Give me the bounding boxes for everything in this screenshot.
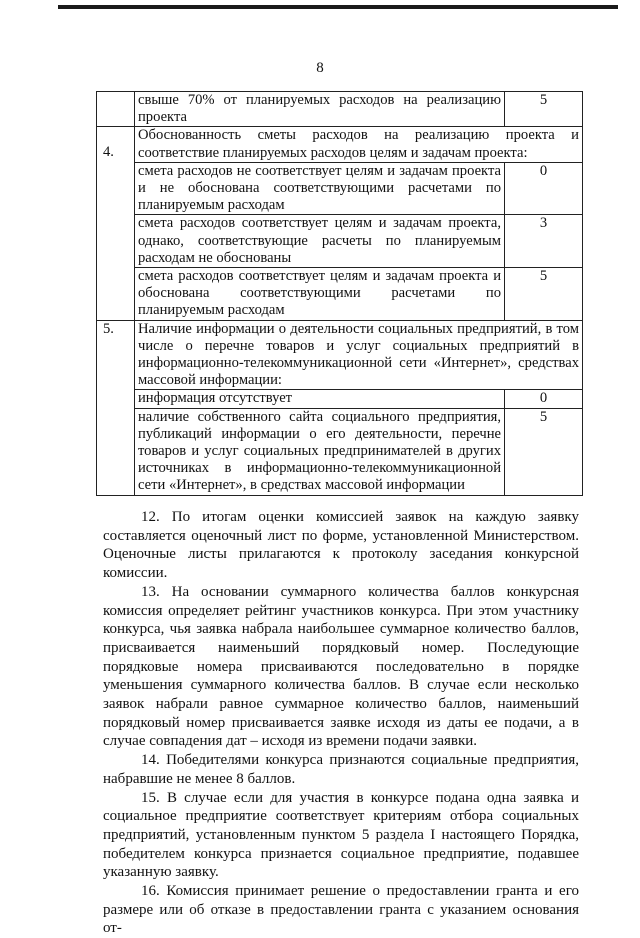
criterion-text: смета расходов соответствует целям и задачам проекта и обоснована соответствующими расчетами по планируемым расходам [135, 268, 505, 321]
section-5-heading: Наличие информации о деятельности социальных предприятий, в том числе о перечне товаров и услуг социальных предприятий в информационно-телекоммуникационной сети «Интернет», средствах массовой информации: [135, 320, 583, 390]
criterion-score: 5 [505, 408, 583, 495]
table-row [97, 268, 583, 321]
criterion-text: смета расходов не соответствует целям и задачам проекта и не обоснована соответствующими расчетами по планируемым расходам [135, 162, 505, 215]
criterion-text: наличие собственного сайта социального предприятия, публикаций информации о его деятельности, перечне товаров и услуг социальных предпринимателей в других источниках в информационно-телекоммуникационной сети «Интернет», в средствах массовой информации [135, 408, 505, 495]
section-number [97, 127, 135, 320]
criteria-table [96, 91, 583, 496]
paragraph-12: 12. По итогам оценки комиссией заявок на каждую заявку составляется оценочный лист по форме, установленной Министерством. Оценочные листы прилагаются к протоколу заседания конкурсной комиссии. [103, 509, 579, 582]
criterion-score: 0 [505, 390, 583, 408]
criterion-text: смета расходов соответствует целям и задачам проекта, однако, соответствующие расчеты по планируемым расходам не обоснованы [135, 215, 505, 268]
table-row [97, 215, 583, 268]
body-text [103, 508, 579, 938]
paragraph-14: 14. Победителями конкурса признаются социальные предприятия, набравшие не менее 8 баллов. [103, 752, 579, 787]
page-number: 8 [316, 60, 324, 76]
table-row [97, 127, 583, 162]
paragraph-13: 13. На основании суммарного количества баллов конкурсная комиссия определяет рейтинг участников конкурса. При этом участнику конкурса, чья заявка набрала наибольшее суммарное количество баллов, присваивается наименьший порядковый номер. Последующие порядковые номера присваиваются последовательно в порядке уменьшения суммарного количества баллов. В случае если несколько заявок набрали равное суммарное количество баллов, наименьший порядковый номер присваивается заявке исходя из даты ее подачи, а в случае совпадения дат – исходя из времени подачи заявки. [103, 583, 579, 750]
criterion-score: 5 [505, 92, 583, 127]
criterion-score: 3 [505, 215, 583, 268]
section-4-heading: Обоснованность сметы расходов на реализацию проекта и соответствие планируемых расходов целям и задачам проекта: [135, 127, 583, 162]
table-row [97, 92, 583, 127]
paragraph-15: 15. В случае если для участия в конкурсе подана одна заявка и социальное предприятие соответствует критериям отбора социальных предприятий, установленным пунктом 5 раздела I настоящего Порядка, победителем конкурса признается социальное предприятие, подавшее указанную заявку. [103, 789, 579, 881]
table-row [97, 320, 583, 390]
table-row [97, 390, 583, 408]
criterion-text: информация отсутствует [135, 390, 505, 408]
criterion-score: 5 [505, 268, 583, 321]
section-number [97, 320, 135, 495]
section-5-number: 5. [103, 320, 114, 337]
criterion-text: свыше 70% от планируемых расходов на реализацию проекта [135, 92, 505, 127]
table-row [97, 408, 583, 495]
table-row [97, 162, 583, 215]
criterion-score: 0 [505, 162, 583, 215]
top-border-line [58, 5, 618, 9]
row-number-empty [97, 92, 135, 127]
paragraph-16: 16. Комиссия принимает решение о предоставлении гранта и его размере или об отказе в предоставлении гранта с указанием основания от- [103, 883, 579, 937]
section-4-number: 4. [103, 144, 114, 161]
